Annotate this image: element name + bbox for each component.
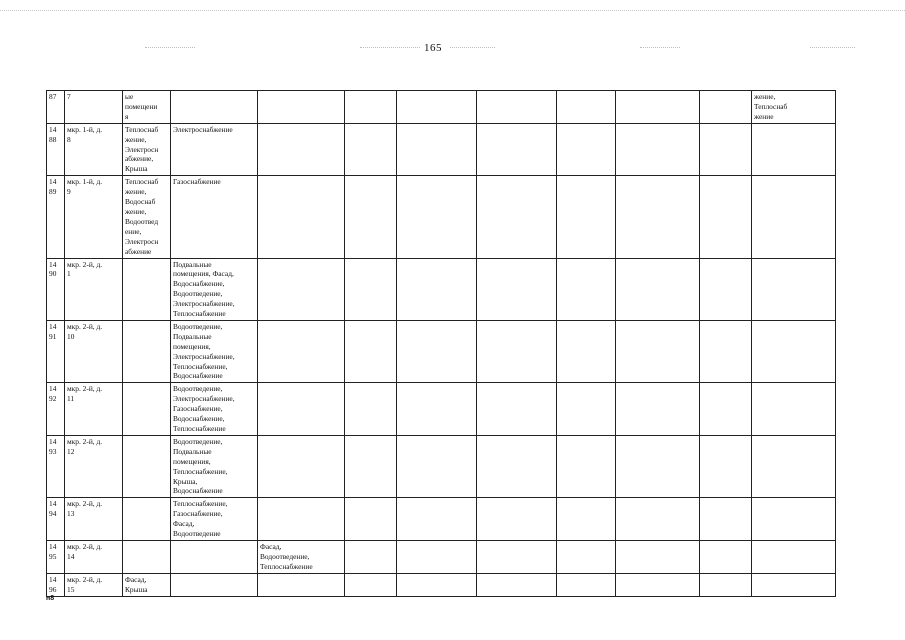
empty-cell — [345, 498, 397, 541]
empty-cell — [397, 176, 477, 258]
table-row — [47, 91, 836, 124]
work-type-cell: ые помещени я — [123, 91, 171, 124]
address-cell: мкр. 2-й, д. 14 — [65, 540, 123, 573]
address-cell: мкр. 2-й, д. 12 — [65, 435, 123, 497]
empty-cell — [345, 320, 397, 382]
empty-cell — [616, 176, 700, 258]
row-number-cell: 14 91 — [47, 320, 65, 382]
work-type-cell: Теплоснаб жение, Электросн абжение, Крыша — [123, 123, 171, 176]
repair-schedule-table — [46, 90, 836, 597]
empty-cell — [477, 123, 557, 176]
work-type-cell — [123, 540, 171, 573]
header-dots-right — [640, 47, 680, 48]
empty-cell — [616, 123, 700, 176]
work-type-cell — [752, 383, 836, 436]
row-number-cell: 14 88 — [47, 123, 65, 176]
work-type-cell — [123, 320, 171, 382]
row-number-cell: 14 90 — [47, 258, 65, 320]
work-type-cell — [752, 176, 836, 258]
empty-cell — [700, 123, 752, 176]
work-type-cell — [123, 435, 171, 497]
work-type-cell: Теплоснаб жение, Водоснаб жение, Водоотвед ение, Электросн абжение — [123, 176, 171, 258]
empty-cell — [557, 258, 616, 320]
work-type-cell: Фасад, Водоотведение, Теплоснабжение — [258, 540, 345, 573]
table-row — [47, 258, 836, 320]
work-type-cell — [123, 498, 171, 541]
work-type-cell: Газоснабжение — [171, 176, 258, 258]
empty-cell — [397, 91, 477, 124]
empty-cell — [477, 435, 557, 497]
empty-cell — [700, 320, 752, 382]
work-type-cell — [258, 573, 345, 596]
table-row — [47, 176, 836, 258]
empty-cell — [345, 258, 397, 320]
table-row — [47, 435, 836, 497]
row-number-cell: 14 93 — [47, 435, 65, 497]
empty-cell — [477, 320, 557, 382]
address-cell: мкр. 2-й, д. 1 — [65, 258, 123, 320]
table-row — [47, 573, 836, 596]
table-row — [47, 540, 836, 573]
empty-cell — [700, 176, 752, 258]
work-type-cell — [752, 498, 836, 541]
empty-cell — [616, 435, 700, 497]
scan-noise-line — [0, 10, 905, 11]
empty-cell — [345, 540, 397, 573]
empty-cell — [616, 258, 700, 320]
row-number-cell: 87 — [47, 91, 65, 124]
header-dots-left — [145, 47, 195, 48]
work-type-cell — [752, 540, 836, 573]
address-cell: мкр. 1-й, д. 9 — [65, 176, 123, 258]
work-type-cell: Теплоснабжение, Газоснабжение, Фасад, Водоотведение — [171, 498, 258, 541]
work-type-cell — [123, 383, 171, 436]
empty-cell — [397, 498, 477, 541]
address-cell: мкр. 2-й, д. 10 — [65, 320, 123, 382]
work-type-cell — [258, 320, 345, 382]
empty-cell — [616, 540, 700, 573]
row-number-cell: 14 95 — [47, 540, 65, 573]
empty-cell — [345, 573, 397, 596]
address-cell: мкр. 1-й, д. 8 — [65, 123, 123, 176]
work-type-cell: Подвальные помещения, Фасад, Водоснабжение, Водоотведение, Электроснабжение, Теплоснабжение — [171, 258, 258, 320]
page-number: 165 — [424, 42, 442, 54]
empty-cell — [557, 383, 616, 436]
empty-cell — [345, 435, 397, 497]
work-type-cell: Фасад, Крыша — [123, 573, 171, 596]
work-type-cell — [752, 320, 836, 382]
empty-cell — [477, 176, 557, 258]
empty-cell — [557, 123, 616, 176]
empty-cell — [345, 176, 397, 258]
table-row — [47, 320, 836, 382]
work-type-cell — [258, 91, 345, 124]
row-number-cell: 14 89 — [47, 176, 65, 258]
empty-cell — [345, 91, 397, 124]
empty-cell — [557, 320, 616, 382]
work-type-cell — [123, 258, 171, 320]
empty-cell — [700, 258, 752, 320]
address-cell: мкр. 2-й, д. 15 — [65, 573, 123, 596]
empty-cell — [477, 540, 557, 573]
empty-cell — [345, 383, 397, 436]
empty-cell — [700, 91, 752, 124]
empty-cell — [557, 91, 616, 124]
empty-cell — [397, 435, 477, 497]
empty-cell — [397, 573, 477, 596]
empty-cell — [477, 498, 557, 541]
work-type-cell — [171, 540, 258, 573]
empty-cell — [477, 383, 557, 436]
row-number-cell: 14 92 — [47, 383, 65, 436]
header-dots-center-left — [360, 47, 420, 48]
work-type-cell — [752, 573, 836, 596]
empty-cell — [616, 320, 700, 382]
address-cell: 7 — [65, 91, 123, 124]
work-type-cell — [752, 435, 836, 497]
work-type-cell — [258, 383, 345, 436]
work-type-cell: Водоотведение, Подвальные помещения, Теплоснабжение, Крыша, Водоснабжение — [171, 435, 258, 497]
header-dots-center-right — [450, 47, 495, 48]
work-type-cell: Водоотведение, Подвальные помещения, Электроснабжение, Теплоснабжение, Водоснабжение — [171, 320, 258, 382]
work-type-cell — [258, 176, 345, 258]
empty-cell — [397, 540, 477, 573]
header-dots-far-right — [810, 47, 855, 48]
work-type-cell — [258, 498, 345, 541]
row-number-cell: 14 94 — [47, 498, 65, 541]
table-row — [47, 383, 836, 436]
work-type-cell: жение, Теплоснаб жение — [752, 91, 836, 124]
empty-cell — [557, 176, 616, 258]
empty-cell — [477, 91, 557, 124]
empty-cell — [557, 573, 616, 596]
address-cell: мкр. 2-й, д. 13 — [65, 498, 123, 541]
work-type-cell — [752, 123, 836, 176]
empty-cell — [557, 498, 616, 541]
empty-cell — [397, 320, 477, 382]
footer-mark: н8 — [46, 595, 55, 602]
empty-cell — [616, 91, 700, 124]
empty-cell — [477, 258, 557, 320]
empty-cell — [397, 383, 477, 436]
table-row — [47, 123, 836, 176]
empty-cell — [616, 383, 700, 436]
empty-cell — [700, 383, 752, 436]
empty-cell — [557, 540, 616, 573]
work-type-cell — [171, 91, 258, 124]
work-type-cell — [752, 258, 836, 320]
table-body — [47, 91, 836, 597]
empty-cell — [700, 435, 752, 497]
empty-cell — [397, 258, 477, 320]
work-type-cell — [258, 435, 345, 497]
address-cell: мкр. 2-й, д. 11 — [65, 383, 123, 436]
empty-cell — [700, 540, 752, 573]
empty-cell — [700, 573, 752, 596]
work-type-cell: Водоотведение, Электроснабжение, Газоснабжение, Водоснабжение, Теплоснабжение — [171, 383, 258, 436]
empty-cell — [557, 435, 616, 497]
work-type-cell: Электроснабжение — [171, 123, 258, 176]
row-number-cell: 14 96 — [47, 573, 65, 596]
work-type-cell — [258, 258, 345, 320]
empty-cell — [477, 573, 557, 596]
empty-cell — [345, 123, 397, 176]
work-type-cell — [171, 573, 258, 596]
empty-cell — [616, 573, 700, 596]
empty-cell — [397, 123, 477, 176]
empty-cell — [616, 498, 700, 541]
table-row — [47, 498, 836, 541]
empty-cell — [700, 498, 752, 541]
work-type-cell — [258, 123, 345, 176]
